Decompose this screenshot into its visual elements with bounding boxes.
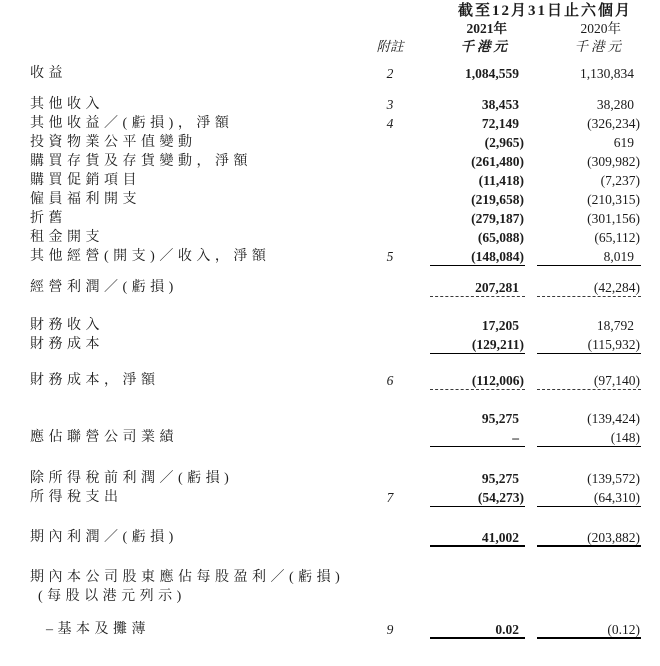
note-ref xyxy=(350,587,430,606)
unit-2020-header: 千港元 xyxy=(574,39,624,54)
value-2021: (112,006) xyxy=(430,371,525,390)
value-2021: 38,453 xyxy=(481,97,519,112)
value-2021: (219,658) xyxy=(471,192,524,207)
period-header: 截至12月31日止六個月 xyxy=(457,3,632,19)
statement-row xyxy=(0,568,660,587)
value-2020: 38,280 xyxy=(596,97,634,112)
statement-row xyxy=(0,228,660,247)
statement-row xyxy=(0,469,660,488)
statement-section xyxy=(0,64,660,83)
note-ref xyxy=(350,209,430,228)
note-ref xyxy=(350,528,430,547)
note-ref: 4 xyxy=(386,116,394,131)
note-ref: 9 xyxy=(386,622,394,637)
value-2021: (129,211) xyxy=(430,335,525,354)
value-2021: (279,187) xyxy=(471,211,524,226)
value-2021: (261,480) xyxy=(471,154,524,169)
note-ref xyxy=(350,335,430,354)
header-year-row xyxy=(0,20,660,38)
row-label: 折舊 xyxy=(30,211,67,226)
statement-row xyxy=(0,316,660,335)
row-label: 其他收益／(虧損)，淨額 xyxy=(30,116,234,131)
value-2021: 41,002 xyxy=(430,528,525,547)
value-2020: (210,315) xyxy=(587,192,640,207)
header-spacer xyxy=(0,20,350,38)
note-ref xyxy=(350,171,430,190)
row-label: 應佔聯營公司業績 xyxy=(30,430,178,445)
value-2021: 17,205 xyxy=(481,318,519,333)
row-label: 財務收入 xyxy=(30,318,104,333)
value-2021: (2,965) xyxy=(484,135,524,150)
note-ref xyxy=(350,568,430,587)
value-2020: (309,982) xyxy=(587,154,640,169)
statement-section xyxy=(0,278,660,297)
row-label: 期內利潤／(虧損) xyxy=(30,530,178,545)
value-2021 xyxy=(430,587,525,606)
value-2020: 619 xyxy=(613,135,634,150)
statement-row xyxy=(0,152,660,171)
value-2020: (115,932) xyxy=(537,335,641,354)
row-label: 財務成本，淨額 xyxy=(30,373,160,388)
row-label: 財務成本 xyxy=(30,337,104,352)
statement-section xyxy=(0,95,660,266)
value-2021: 95,275 xyxy=(481,411,519,426)
note-ref: 2 xyxy=(386,66,394,81)
row-label: –基本及攤薄 xyxy=(46,622,150,637)
statement-row xyxy=(0,409,660,428)
statement-section xyxy=(0,409,660,447)
year-2021-header: 2021年 xyxy=(466,21,507,36)
note-ref xyxy=(350,152,430,171)
note-ref xyxy=(350,316,430,335)
row-label: 租金開支 xyxy=(30,230,104,245)
value-2021 xyxy=(430,568,525,587)
notes-column-header: 附註 xyxy=(376,39,404,54)
note-ref xyxy=(350,228,430,247)
statement-row xyxy=(0,587,660,606)
note-ref xyxy=(350,469,430,488)
value-2020: (139,424) xyxy=(587,411,640,426)
year-2020-header: 2020年 xyxy=(580,21,621,36)
header-spacer xyxy=(350,2,430,20)
row-label: 購買促銷項目 xyxy=(30,173,141,188)
statement-row xyxy=(0,209,660,228)
note-ref: 7 xyxy=(386,490,394,505)
header-spacer xyxy=(0,38,350,56)
row-label: 購買存貨及存貨變動，淨額 xyxy=(30,154,252,169)
value-2021: – xyxy=(430,428,525,447)
value-2021: 95,275 xyxy=(481,471,519,486)
unit-2021-header: 千港元 xyxy=(460,39,510,54)
value-2020: 1,130,834 xyxy=(580,66,634,81)
statement-row xyxy=(0,278,660,297)
value-2020: 8,019 xyxy=(537,247,641,266)
value-2020: 18,792 xyxy=(596,318,634,333)
row-label: 收益 xyxy=(30,66,67,81)
value-2020: (0.12) xyxy=(537,620,641,639)
value-2021: 0.02 xyxy=(430,620,525,639)
header-unit-row xyxy=(0,38,660,56)
note-ref xyxy=(350,190,430,209)
statement-section xyxy=(0,568,660,606)
value-2020: (7,237) xyxy=(600,173,640,188)
row-label: 所得稅支出 xyxy=(30,490,123,505)
statement-section xyxy=(0,371,660,390)
value-2020: (301,156) xyxy=(587,211,640,226)
row-label: (每股以港元列示) xyxy=(38,589,186,604)
statement-row xyxy=(0,133,660,152)
note-ref xyxy=(350,278,430,297)
statement-section xyxy=(0,316,660,354)
row-label: 經營利潤／(虧損) xyxy=(30,280,178,295)
value-2020: (65,112) xyxy=(594,230,640,245)
row-label: 期內本公司股東應佔每股盈利／(虧損) xyxy=(30,570,345,585)
value-2020: (203,882) xyxy=(537,528,641,547)
statement-row xyxy=(0,171,660,190)
row-label: 除所得稅前利潤／(虧損) xyxy=(30,471,234,486)
row-label: 僱員福利開支 xyxy=(30,192,141,207)
row-label xyxy=(0,409,350,428)
statement-section xyxy=(0,528,660,547)
statement-row xyxy=(0,488,660,507)
row-label: 其他經營(開支)／收入，淨額 xyxy=(30,249,271,264)
statement-row xyxy=(0,190,660,209)
statement-row xyxy=(0,528,660,547)
value-2020: (64,310) xyxy=(537,488,641,507)
value-2021: (65,088) xyxy=(477,230,524,245)
note-ref: 3 xyxy=(386,97,394,112)
value-2021: 207,281 xyxy=(430,278,525,297)
note-ref xyxy=(350,409,430,428)
value-2021: 72,149 xyxy=(481,116,519,131)
value-2020: (326,234) xyxy=(587,116,640,131)
value-2020: (139,572) xyxy=(587,471,640,486)
statement-row xyxy=(0,335,660,354)
statement-row xyxy=(0,428,660,447)
value-2020 xyxy=(537,587,641,606)
value-2021: (148,084) xyxy=(430,247,525,266)
statement-section xyxy=(0,469,660,507)
row-label: 投資物業公平值變動 xyxy=(30,135,197,150)
statement-row xyxy=(0,64,660,83)
value-2020: (148) xyxy=(537,428,641,447)
value-2021: 1,084,559 xyxy=(465,66,519,81)
value-2020: (42,284) xyxy=(537,278,641,297)
value-2020 xyxy=(537,568,641,587)
header-spacer xyxy=(350,20,430,38)
statement-row xyxy=(0,95,660,114)
value-2021: (54,273) xyxy=(430,488,525,507)
note-ref xyxy=(350,428,430,447)
statement-row xyxy=(0,114,660,133)
header-period-row xyxy=(0,2,660,20)
header-spacer xyxy=(0,2,350,20)
note-ref: 6 xyxy=(386,373,394,388)
statement-row xyxy=(0,371,660,390)
statement-row xyxy=(0,620,660,639)
statement-section xyxy=(0,620,660,639)
note-ref xyxy=(350,133,430,152)
value-2021: (11,418) xyxy=(478,173,524,188)
value-2020: (97,140) xyxy=(537,371,641,390)
statement-row xyxy=(0,247,660,266)
statement-header xyxy=(0,2,660,56)
row-label: 其他收入 xyxy=(30,97,104,112)
note-ref: 5 xyxy=(386,249,394,264)
statement-body xyxy=(0,64,660,639)
